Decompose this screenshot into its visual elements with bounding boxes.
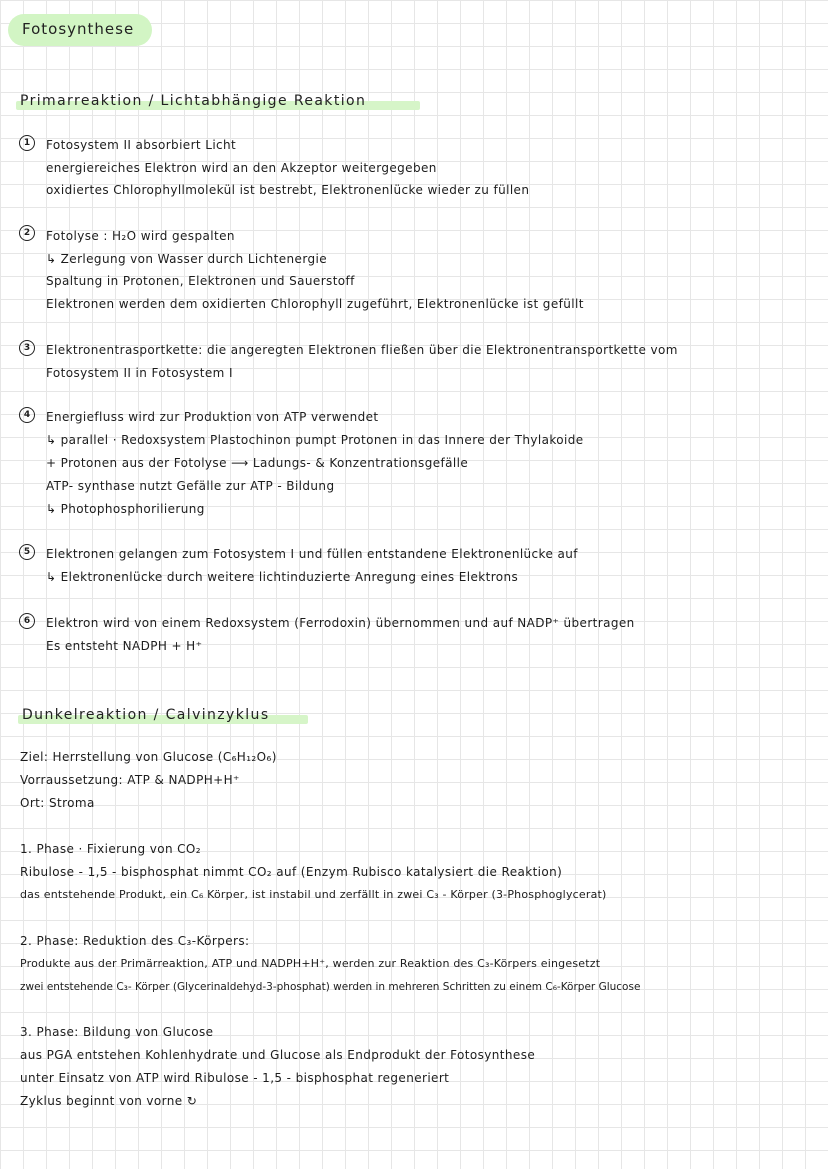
phase-line: Zyklus beginnt von vorne xyxy=(20,1094,183,1108)
step-line: ATP- synthase nutzt Gefälle zur ATP - Bildung xyxy=(46,479,335,493)
step-line: Elektronen gelangen zum Fotosystem I und füllen entstandene Elektronenlücke auf xyxy=(46,547,578,561)
step-line: Elektronen werden dem oxidierten Chlorophyll zugeführt, Elektronenlücke ist gefüllt xyxy=(46,297,584,311)
info-line: Ort: Stroma xyxy=(20,796,95,810)
phase-line: Ribulose - 1,5 - bisphosphat nimmt CO₂ auf (Enzym Rubisco katalysiert die Reaktion) xyxy=(20,865,563,879)
step-line: Es entsteht NADPH + H⁺ xyxy=(46,639,203,653)
step-number: 4 xyxy=(19,407,35,423)
step-line: ↳ Photophosphorilierung xyxy=(46,502,205,516)
step-line: Elektron wird von einem Redoxsystem (Ferrodoxin) übernommen und auf NADP⁺ übertragen xyxy=(46,616,635,630)
info-line: Vorraussetzung: ATP & NADPH+H⁺ xyxy=(20,773,240,787)
step-line: ↳ Zerlegung von Wasser durch Lichtenergie xyxy=(46,252,327,266)
phase-line: 1. Phase · Fixierung von CO₂ xyxy=(20,842,201,856)
section-heading-dark: Dunkelreaktion / Calvinzyklus xyxy=(22,707,270,723)
phase-line: 2. Phase: Reduktion des C₃-Körpers: xyxy=(20,934,250,948)
step-line: Spaltung in Protonen, Elektronen und Sauerstoff xyxy=(46,274,355,288)
step-number: 5 xyxy=(19,544,35,560)
info-line: Ziel: Herrstellung von Glucose (C₆H₁₂O₆) xyxy=(20,750,277,764)
step-line: ↳ parallel · Redoxsystem Plastochinon pumpt Protonen in das Innere der Thylakoide xyxy=(46,433,584,447)
step-number: 1 xyxy=(19,135,35,151)
page-title: Fotosynthese xyxy=(22,20,135,38)
step-number: 3 xyxy=(19,340,35,356)
phase-line-with-cycle xyxy=(20,1094,197,1108)
step-line: Energiefluss wird zur Produktion von ATP verwendet xyxy=(46,410,379,424)
phase-line: Produkte aus der Primärreaktion, ATP und NADPH+H⁺, werden zur Reaktion des C₃-Körpers eingesetzt xyxy=(20,957,601,970)
step-number: 2 xyxy=(19,225,35,241)
step-line: ↳ Elektronenlücke durch weitere lichtinduzierte Anregung eines Elektrons xyxy=(46,570,519,584)
step-line: Elektronentrasportkette: die angeregten Elektronen fließen über die Elektronentransportkette vom xyxy=(46,343,678,357)
phase-line: unter Einsatz von ATP wird Ribulose - 1,5 - bisphosphat regeneriert xyxy=(20,1071,450,1085)
step-number: 6 xyxy=(19,613,35,629)
step-line: oxidiertes Chlorophyllmolekül ist bestrebt, Elektronenlücke wieder zu füllen xyxy=(46,183,530,197)
step-line: + Protonen aus der Fotolyse ⟶ Ladungs- & Konzentrationsgefälle xyxy=(46,456,469,470)
step-line: Fotosystem II in Fotosystem I xyxy=(46,366,233,380)
phase-line: aus PGA entstehen Kohlenhydrate und Glucose als Endprodukt der Fotosynthese xyxy=(20,1048,536,1062)
step-line: Fotosystem II absorbiert Licht xyxy=(46,138,237,152)
step-line: Fotolyse : H₂O wird gespalten xyxy=(46,229,235,243)
cycle-icon: ↻ xyxy=(186,1094,198,1108)
phase-line: 3. Phase: Bildung von Glucose xyxy=(20,1025,214,1039)
phase-line: zwei entstehende C₃- Körper (Glycerinaldehyd-3-phosphat) werden in mehreren Schritten zu einem C₆-Körper Glucose xyxy=(20,981,641,993)
section-heading-primary: Primarreaktion / Lichtabhängige Reaktion xyxy=(20,93,367,109)
phase-line: das entstehende Produkt, ein C₆ Körper, ist instabil und zerfällt in zwei C₃ - Körper (3-Phosphoglycerat) xyxy=(20,888,607,901)
step-line: energiereiches Elektron wird an den Akzeptor weitergegeben xyxy=(46,161,437,175)
